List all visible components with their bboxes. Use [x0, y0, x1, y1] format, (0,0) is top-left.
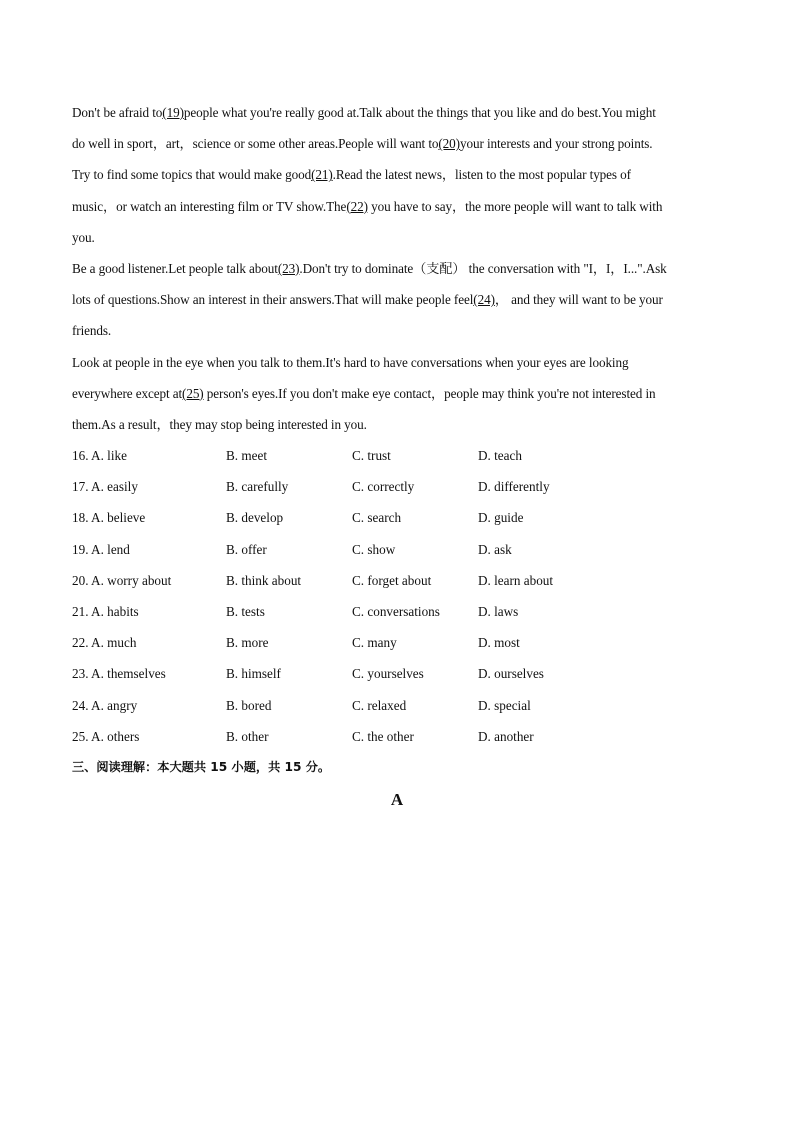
option-d: D. ask: [478, 541, 512, 557]
question-row: [72, 690, 732, 721]
blank-number: (25): [182, 385, 204, 401]
question-row: [72, 721, 732, 752]
passage-line: [72, 284, 732, 315]
passage-line: [72, 159, 732, 190]
option-c: C. yourselves: [352, 666, 424, 682]
option-d: D. special: [478, 697, 531, 713]
passage-text: lots of questions.Show an interest in their answers.That will make people feel: [72, 292, 474, 308]
passage-text: do well in sport，art，science or some other areas.People will want to: [72, 136, 439, 152]
option-a: 18. A. believe: [72, 510, 146, 526]
passage-text: you have to say，the more people will want to talk with: [367, 198, 663, 214]
blank-number: (22): [346, 198, 368, 214]
option-b: B. himself: [226, 666, 281, 682]
option-a: 16. A. like: [72, 448, 127, 463]
answer-options: [72, 440, 732, 752]
option-b: B. bored: [226, 697, 272, 713]
option-b: B. carefully: [226, 479, 289, 495]
cloze-passage: [72, 97, 732, 440]
option-d: D. differently: [478, 479, 550, 495]
passage-line: [72, 315, 732, 346]
option-c: C. show: [352, 541, 396, 557]
option-b: B. think about: [226, 572, 302, 588]
passage-line: [72, 378, 732, 409]
option-c: C. trust: [352, 448, 391, 463]
question-row: [72, 658, 732, 689]
option-d: D. laws: [478, 603, 519, 619]
option-d: D. guide: [478, 510, 524, 526]
option-c: C. forget about: [352, 572, 432, 588]
option-a: 21. A. habits: [72, 603, 139, 619]
option-a: 23. A. themselves: [72, 666, 166, 682]
passage-line: [72, 97, 732, 128]
option-a: 24. A. angry: [72, 697, 138, 713]
question-row: [72, 534, 732, 565]
option-b: B. develop: [226, 510, 284, 526]
passage-text: your interests and your strong points.: [459, 136, 653, 152]
passage-text: everywhere except at: [72, 385, 183, 401]
question-row: [72, 440, 732, 471]
option-d: D. another: [478, 728, 534, 744]
passage-text: Try to find some topics that would make good: [72, 167, 312, 183]
option-d: D. learn about: [478, 572, 554, 588]
question-row: [72, 565, 732, 596]
passage-title: A: [390, 790, 404, 809]
passage-line: [72, 409, 732, 440]
question-row: [72, 627, 732, 658]
passage-text: .Read the latest news，listen to the most popular types of: [332, 167, 631, 183]
blank-number: (24): [473, 292, 495, 308]
option-c: C. many: [352, 635, 397, 651]
question-row: [72, 596, 732, 627]
option-c: C. search: [352, 510, 402, 526]
passage-text: music，or watch an interesting film or TV show.The: [72, 198, 347, 214]
passage-line: [72, 128, 732, 159]
option-d: D. teach: [478, 448, 522, 463]
passage-line: [72, 347, 732, 378]
passage-line: [72, 222, 732, 253]
option-c: C. the other: [352, 728, 414, 744]
option-a: 19. A. lend: [72, 541, 130, 557]
blank-number: (19): [162, 105, 184, 120]
option-c: C. conversations: [352, 603, 440, 619]
option-b: B. offer: [226, 541, 267, 557]
option-d: D. most: [478, 635, 520, 651]
blank-number: (20): [438, 136, 460, 152]
passage-text: ， and they will want to be your: [494, 292, 663, 308]
option-d: D. ourselves: [478, 666, 544, 682]
passage-line: [72, 253, 732, 284]
blank-number: (23): [277, 260, 300, 276]
passage-text: people what you're really good at.Talk about the things that you like and do best.You might: [183, 105, 656, 120]
passage-text: Look at people in the eye when you talk to them.It's hard to have conversations when your eyes are looking: [72, 354, 629, 370]
passage-text: Don't be afraid to: [72, 105, 163, 120]
passage-text: .Don't try to dominate（支配） the conversation with "I，I，I...".Ask: [299, 260, 667, 276]
passage-line: [72, 191, 732, 222]
option-c: C. relaxed: [352, 697, 407, 713]
passage-text: Be a good listener.Let people talk about: [72, 260, 278, 276]
option-b: B. more: [226, 635, 269, 651]
question-row: [72, 502, 732, 533]
option-a: 22. A. much: [72, 635, 137, 651]
section-heading: 三、阅读理解：本大题共 15 小题，共 15 分。: [72, 760, 331, 774]
passage-text: person's eyes.If you don't make eye contact，people may think you're not interested in: [203, 385, 656, 401]
passage-text: friends.: [72, 323, 112, 339]
option-b: B. meet: [226, 448, 268, 463]
passage-text: them.As a result，they may stop being interested in you.: [72, 416, 367, 432]
option-b: B. tests: [226, 603, 265, 619]
option-c: C. correctly: [352, 479, 415, 495]
option-a: 20. A. worry about: [72, 572, 172, 588]
passage-text: you.: [72, 229, 95, 245]
blank-number: (21): [311, 167, 333, 183]
option-b: B. other: [226, 728, 269, 744]
question-row: [72, 471, 732, 502]
option-a: 17. A. easily: [72, 479, 138, 495]
option-a: 25. A. others: [72, 728, 140, 744]
